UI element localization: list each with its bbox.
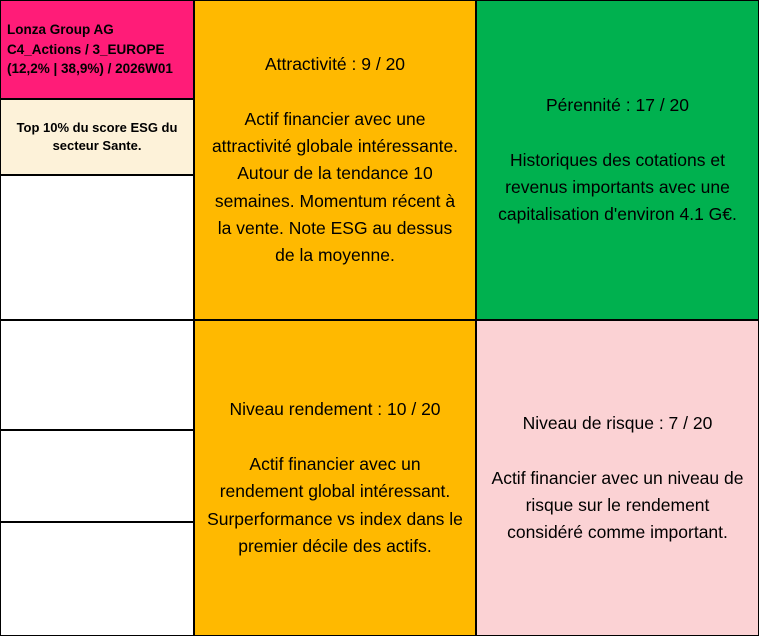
blank-cell-1 [0,175,194,320]
perennite-panel [476,0,759,320]
rendement-title: Niveau rendement : 10 / 20 [229,399,441,420]
risque-body: Actif financier avec un niveau de risque sur le rendement considéré comme important. [491,467,744,543]
blank-cell-4 [0,522,194,636]
asset-name: Lonza Group AG [7,22,114,38]
blank-cell-3 [0,430,194,522]
asset-header-cell [0,0,194,99]
esg-note-text: Top 10% du score ESG du secteur Sante. [16,119,178,153]
rendement-body: Actif financier avec un rendement global intéressant. Surperformance vs index dans le premier décile des actifs. [207,454,463,556]
attractivite-panel [194,0,476,320]
attractivite-title: Attractivité : 9 / 20 [264,54,406,75]
perennite-title: Pérennité : 17 / 20 [545,94,690,115]
esg-note-cell [0,99,194,175]
blank-cell-2 [0,320,194,430]
attractivite-body: Actif financier avec une attractivité globale intéressante. Autour de la tendance 10 semaines. Momentum récent à la vente. Note ESG au dessus de la moyenne. [211,109,459,265]
risque-title: Niveau de risque : 7 / 20 [522,412,713,433]
asset-performance: (12,2% | 38,9%) / 2026W01 [7,61,173,77]
rendement-panel [194,320,476,636]
perennite-body: Historiques des cotations et revenus importants avec une capitalisation d'environ 4.1 G€. [498,149,737,225]
risque-panel [476,320,759,636]
asset-category: C4_Actions / 3_EUROPE [7,41,165,57]
